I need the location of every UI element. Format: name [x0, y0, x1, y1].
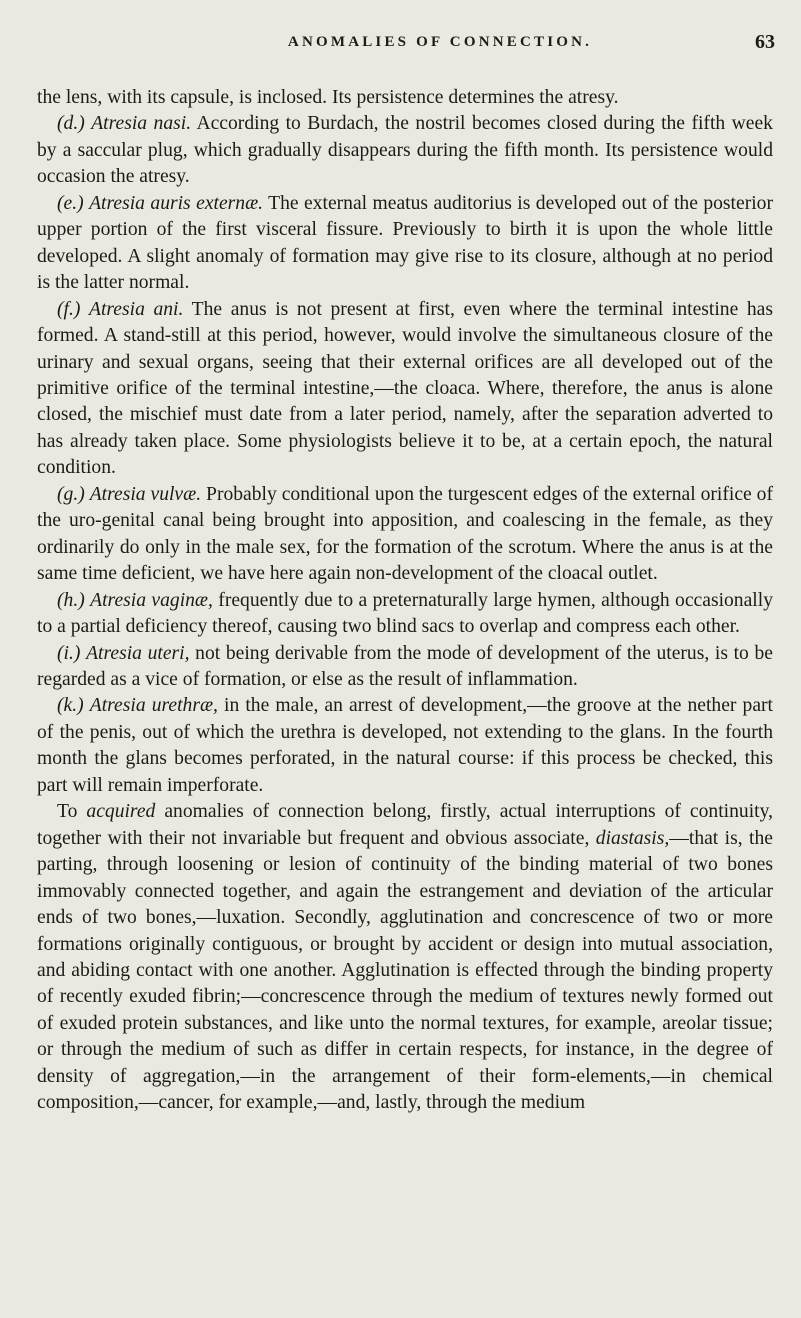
- paragraph-lens: [37, 85, 773, 111]
- paragraph-text: Probably conditional upon the turgescent edges of the external orifice of the uro-genital canal being brought into apposition, and coalescing in the female, as they ordinarily do only in the male sex, for the formation of the scrotum. Where the anus is at the same time deficient, we have here again non-development of the cloacal outlet.: [37, 483, 773, 585]
- paragraph-atresia-auris: [37, 191, 773, 297]
- section-term: Atresia nasi.: [91, 113, 192, 135]
- paragraph-text: To: [57, 801, 87, 823]
- running-head: ANOMALIES OF CONNECTION.: [287, 34, 593, 50]
- section-label: (i.): [57, 642, 81, 664]
- section-label: (k.): [57, 695, 84, 717]
- paragraph-text: anomalies of connection belong, firstly, actual interruptions of continuity, together with their not invariable but frequent and obvious associate,: [37, 801, 773, 849]
- paragraph-acquired-anomalies: [37, 799, 773, 1116]
- section-label: (d.): [57, 113, 85, 135]
- paragraph-atresia-vulvae: [37, 482, 773, 588]
- emphasis-diastasis: diastasis,: [595, 827, 670, 849]
- paragraph-text: According to Burdach, the nostril becomes closed during the fifth week by a saccular plug, which gradually disappears during the fifth month. Its persistence would occasion the atresy.: [37, 113, 773, 188]
- paragraph-text: The external meatus auditorius is developed out of the posterior upper portion of the first visceral fissure. Previously to birth it is upon the whole little developed. A slight anomaly of formation may give rise to its closure, although at no period is the latter normal.: [37, 192, 773, 294]
- section-term: Atresia auris externæ.: [89, 192, 264, 214]
- section-label: (g.): [57, 483, 85, 505]
- section-term: Atresia vulvæ.: [89, 483, 202, 505]
- page-number: 63: [755, 31, 775, 53]
- paragraph-text: —that is, the parting, through loosening or lesion of continuity of the binding material of two bones immovably connected together, and again the estrangement and deviation of the articular ends of two bones,—luxation. Secondly, agglutination and concrescence of two or more formations originally contiguous, or brought by accident or design into mutual association, and abiding contact with one another. Agglutination is effected through the binding property of recently exuded fibrin;—concrescence through the medium of textures newly formed out of exuded protein substances, and like unto the normal textures, for example, areolar tissue; or through the medium of such as differ in certain respects, for instance, in the degree of density of aggregation,—in the arrangement of their form-elements,—in chemical composition,—cancer, for example,—and, lastly, through the medium: [37, 827, 773, 1114]
- paragraph-atresia-nasi: [37, 111, 773, 190]
- body-text: [37, 85, 773, 1117]
- paragraph-text: frequently due to a preternaturally large hymen, although occasionally to a partial deficiency thereof, causing two blind sacs to overlap and compress each other.: [37, 589, 773, 638]
- paragraph-atresia-vaginae: [37, 588, 773, 641]
- paragraph-text: The anus is not present at first, even where the terminal intestine has formed. A stand-still at this period, however, would involve the simultaneous closure of the urinary and sexual organs, seeing that their external orifices are all developed out of the primitive orifice of the terminal intestine,—the cloaca. Where, therefore, the anus is alone closed, the mischief must date from a later period, namely, after the separation adverted to has already taken place. Some physiologists believe it to be, at a certain epoch, the natural condition.: [37, 298, 773, 479]
- section-term: Atresia uteri,: [86, 642, 190, 664]
- paragraph-atresia-ani: [37, 297, 773, 482]
- section-label: (f.): [57, 298, 81, 320]
- paragraph-text: the lens, with its capsule, is inclosed. Its persistence determines the atresy.: [37, 87, 619, 108]
- paragraph-atresia-uteri: [37, 641, 773, 694]
- paragraph-text: not being derivable from the mode of development of the uterus, is to be regarded as a vice of formation, or else as the result of inflammation.: [37, 642, 773, 690]
- section-label: (h.): [57, 589, 85, 611]
- emphasis-acquired: acquired: [86, 801, 156, 823]
- paragraph-atresia-urethrae: [37, 693, 773, 799]
- paragraph-text: in the male, an arrest of development,—the groove at the nether part of the penis, out of which the urethra is developed, not extending to the glans. In the fourth month the glans becomes perforated, in the natural course: if this process be checked, this part will remain imperforate.: [37, 695, 773, 796]
- section-term: Atresia vaginæ,: [90, 589, 213, 611]
- section-label: (e.): [57, 192, 84, 214]
- section-term: Atresia ani.: [89, 298, 184, 320]
- section-term: Atresia urethræ,: [89, 695, 218, 717]
